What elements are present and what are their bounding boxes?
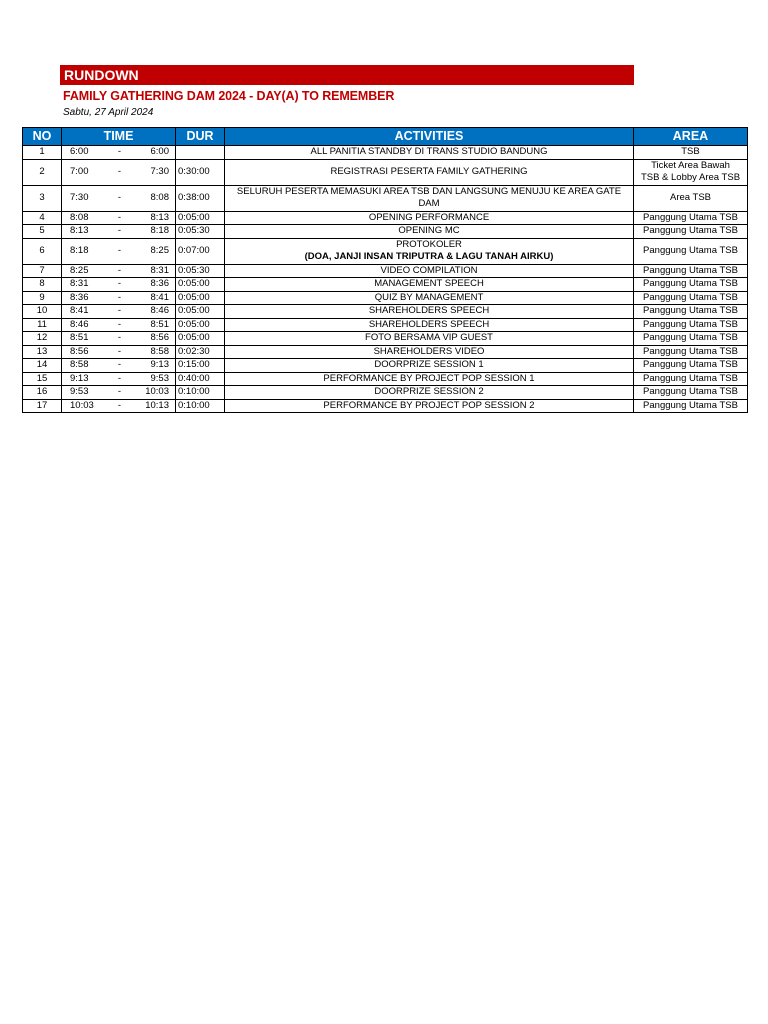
row-area <box>634 238 748 264</box>
row-duration <box>176 146 225 160</box>
row-no: 4 <box>23 211 62 225</box>
row-area-text: Panggung Utama TSB <box>643 244 738 256</box>
row-end-time: 8:46 <box>150 305 169 316</box>
row-activity-text: SELURUH PESERTA MEMASUKI AREA TSB DAN LANGSUNG MENUJU KE AREA GATE DAM <box>236 185 622 209</box>
row-activity-text: MANAGEMENT SPEECH <box>374 278 484 289</box>
row-area-text: Panggung Utama TSB <box>643 225 738 236</box>
row-end-time: 8:41 <box>150 291 169 303</box>
row-activity-text: FOTO BERSAMA VIP GUEST <box>365 332 493 343</box>
row-end-time: 8:08 <box>150 191 169 203</box>
row-start-time: 7:00 <box>70 165 89 177</box>
row-area <box>634 386 748 400</box>
row-activity-text: SHAREHOLDERS SPEECH <box>368 305 490 316</box>
row-no: 1 <box>23 146 62 160</box>
row-time <box>62 386 176 400</box>
row-no: 16 <box>23 386 62 400</box>
row-time <box>62 359 176 373</box>
row-activity-text: PROTOKOLER <box>396 238 462 250</box>
row-time <box>62 264 176 278</box>
row-start-time: 8:31 <box>70 278 89 289</box>
row-activity <box>225 146 634 160</box>
event-date: Sabtu, 27 April 2024 <box>63 107 154 118</box>
row-time-separator: - <box>117 332 122 343</box>
row-duration: 0:07:00 <box>176 238 225 264</box>
row-no: 8 <box>23 278 62 292</box>
row-activity-text: QUIZ BY MANAGEMENT <box>374 291 484 303</box>
row-area <box>634 291 748 305</box>
row-area-text: Panggung Utama TSB <box>643 399 738 411</box>
row-activity <box>225 399 634 413</box>
table-row <box>23 238 748 264</box>
row-activity-text: PERFORMANCE BY PROJECT POP SESSION 1 <box>323 372 535 384</box>
row-time <box>62 318 176 332</box>
row-area-text: Panggung Utama TSB <box>643 278 738 289</box>
row-time-separator: - <box>117 291 122 303</box>
row-time-separator: - <box>117 165 122 177</box>
row-area-text: Panggung Utama TSB <box>643 318 738 330</box>
row-time <box>62 185 176 211</box>
header-no: NO <box>23 128 62 146</box>
row-duration: 0:05:00 <box>176 305 225 319</box>
row-activity <box>225 291 634 305</box>
table-row <box>23 399 748 413</box>
row-activity-detail: (DOA, JANJI INSAN TRIPUTRA & LAGU TANAH AIRKU) <box>304 251 554 262</box>
row-end-time: 8:13 <box>150 211 169 223</box>
row-area-text: TSB <box>681 146 700 157</box>
row-end-time: 10:13 <box>145 399 169 411</box>
row-area-text: Panggung Utama TSB <box>643 345 738 357</box>
row-time <box>62 146 176 160</box>
row-area-detail: TSB & Lobby Area TSB <box>640 172 741 183</box>
row-time-separator: - <box>117 372 122 384</box>
row-area-text: Ticket Area Bawah <box>651 159 730 171</box>
row-area <box>634 318 748 332</box>
row-end-time: 8:51 <box>150 318 169 330</box>
row-time <box>62 332 176 346</box>
header-activities: ACTIVITIES <box>225 128 634 146</box>
row-start-time: 9:13 <box>70 372 89 384</box>
row-duration: 0:15:00 <box>176 359 225 373</box>
row-area <box>634 225 748 239</box>
row-duration: 0:38:00 <box>176 185 225 211</box>
row-area <box>634 159 748 185</box>
table-row <box>23 264 748 278</box>
row-activity <box>225 318 634 332</box>
table-body <box>23 146 748 413</box>
row-no: 5 <box>23 225 62 239</box>
table-row <box>23 305 748 319</box>
row-start-time: 8:25 <box>70 264 89 276</box>
header-time: TIME <box>62 128 176 146</box>
row-start-time: 9:53 <box>70 386 89 397</box>
row-area <box>634 185 748 211</box>
row-duration: 0:10:00 <box>176 399 225 413</box>
row-activity-text: SHAREHOLDERS VIDEO <box>373 345 485 357</box>
table-row <box>23 159 748 185</box>
row-end-time: 9:53 <box>150 372 169 384</box>
row-no: 2 <box>23 159 62 185</box>
row-area <box>634 399 748 413</box>
header-area: AREA <box>634 128 748 146</box>
table-row <box>23 372 748 386</box>
row-duration: 0:05:00 <box>176 291 225 305</box>
row-time <box>62 211 176 225</box>
row-time-separator: - <box>117 225 122 236</box>
row-no: 10 <box>23 305 62 319</box>
row-activity-text: VIDEO COMPILATION <box>380 264 478 276</box>
row-area <box>634 332 748 346</box>
row-time <box>62 238 176 264</box>
header-dur: DUR <box>176 128 225 146</box>
row-end-time: 8:25 <box>150 244 169 256</box>
row-activity-text: SHAREHOLDERS SPEECH <box>368 318 490 330</box>
row-area <box>634 211 748 225</box>
table-row <box>23 185 748 211</box>
row-activity <box>225 278 634 292</box>
row-duration: 0:05:00 <box>176 278 225 292</box>
row-start-time: 8:41 <box>70 305 89 316</box>
row-activity <box>225 211 634 225</box>
row-area-text: Panggung Utama TSB <box>643 305 738 316</box>
row-time <box>62 372 176 386</box>
row-activity <box>225 238 634 264</box>
row-area <box>634 359 748 373</box>
row-time-separator: - <box>117 399 122 411</box>
row-no: 11 <box>23 318 62 332</box>
table-row <box>23 146 748 160</box>
row-time-separator: - <box>117 211 122 223</box>
row-end-time: 10:03 <box>145 386 169 397</box>
row-time-separator: - <box>117 278 122 289</box>
row-duration: 0:10:00 <box>176 386 225 400</box>
rundown-table <box>22 127 748 413</box>
table-row <box>23 386 748 400</box>
row-area <box>634 372 748 386</box>
row-start-time: 8:51 <box>70 332 89 343</box>
row-time-separator: - <box>117 386 122 397</box>
row-no: 15 <box>23 372 62 386</box>
row-activity <box>225 332 634 346</box>
row-end-time: 8:56 <box>150 332 169 343</box>
row-activity <box>225 345 634 359</box>
row-time <box>62 159 176 185</box>
row-duration: 0:30:00 <box>176 159 225 185</box>
row-start-time: 8:46 <box>70 318 89 330</box>
row-start-time: 8:08 <box>70 211 89 223</box>
row-start-time: 8:58 <box>70 359 89 370</box>
row-time <box>62 225 176 239</box>
row-area <box>634 345 748 359</box>
row-start-time: 6:00 <box>70 146 89 157</box>
row-end-time: 7:30 <box>150 165 169 177</box>
row-activity <box>225 305 634 319</box>
row-activity <box>225 225 634 239</box>
rundown-banner: RUNDOWN <box>60 65 634 85</box>
row-area-text: Panggung Utama TSB <box>643 359 738 370</box>
row-start-time: 7:30 <box>70 191 89 203</box>
table-row <box>23 225 748 239</box>
row-area-text: Panggung Utama TSB <box>643 332 738 343</box>
row-area <box>634 278 748 292</box>
row-duration: 0:05:30 <box>176 264 225 278</box>
table-header-row <box>23 128 748 146</box>
row-duration: 0:05:00 <box>176 318 225 332</box>
table-row <box>23 359 748 373</box>
row-time <box>62 291 176 305</box>
row-time <box>62 305 176 319</box>
row-start-time: 8:56 <box>70 345 89 357</box>
row-end-time: 6:00 <box>150 146 169 157</box>
row-duration: 0:05:00 <box>176 211 225 225</box>
row-no: 14 <box>23 359 62 373</box>
row-activity <box>225 372 634 386</box>
row-start-time: 8:36 <box>70 291 89 303</box>
row-no: 9 <box>23 291 62 305</box>
row-duration: 0:05:00 <box>176 332 225 346</box>
table-row <box>23 345 748 359</box>
row-activity-text: OPENING PERFORMANCE <box>368 211 490 223</box>
row-area-text: Panggung Utama TSB <box>643 291 738 303</box>
row-area-text: Panggung Utama TSB <box>643 372 738 384</box>
row-area-text: Panggung Utama TSB <box>643 211 738 223</box>
row-activity <box>225 185 634 211</box>
table-row <box>23 211 748 225</box>
row-time <box>62 399 176 413</box>
row-start-time: 8:13 <box>70 225 89 236</box>
row-start-time: 10:03 <box>70 399 94 411</box>
row-area-text: Panggung Utama TSB <box>643 264 738 276</box>
row-area <box>634 305 748 319</box>
row-activity-text: DOORPRIZE SESSION 2 <box>374 386 484 397</box>
row-end-time: 8:31 <box>150 264 169 276</box>
row-start-time: 8:18 <box>70 244 89 256</box>
row-time-separator: - <box>117 146 122 157</box>
row-time-separator: - <box>117 345 122 357</box>
row-activity <box>225 359 634 373</box>
row-activity-text: DOORPRIZE SESSION 1 <box>374 359 484 370</box>
row-time-separator: - <box>117 318 122 330</box>
row-area <box>634 264 748 278</box>
row-end-time: 9:13 <box>150 359 169 370</box>
event-title: FAMILY GATHERING DAM 2024 - DAY(A) TO REMEMBER <box>63 89 395 103</box>
row-activity <box>225 159 634 185</box>
row-end-time: 8:36 <box>150 278 169 289</box>
row-duration: 0:05:30 <box>176 225 225 239</box>
table-row <box>23 332 748 346</box>
row-duration: 0:02:30 <box>176 345 225 359</box>
row-time-separator: - <box>117 244 122 256</box>
row-no: 7 <box>23 264 62 278</box>
row-time-separator: - <box>117 264 122 276</box>
row-activity <box>225 264 634 278</box>
row-time <box>62 345 176 359</box>
row-activity-text: REGISTRASI PESERTA FAMILY GATHERING <box>330 165 528 177</box>
row-no: 13 <box>23 345 62 359</box>
row-time-separator: - <box>117 359 122 370</box>
row-time-separator: - <box>117 191 122 203</box>
row-no: 12 <box>23 332 62 346</box>
row-activity <box>225 386 634 400</box>
table-row <box>23 291 748 305</box>
row-duration: 0:40:00 <box>176 372 225 386</box>
table-row <box>23 278 748 292</box>
row-activity-text: OPENING MC <box>398 225 460 236</box>
table-row <box>23 318 748 332</box>
row-activity-text: PERFORMANCE BY PROJECT POP SESSION 2 <box>323 399 535 411</box>
row-area <box>634 146 748 160</box>
row-end-time: 8:18 <box>150 225 169 236</box>
row-end-time: 8:58 <box>150 345 169 357</box>
row-time-separator: - <box>117 305 122 316</box>
row-activity-text: ALL PANITIA STANDBY DI TRANS STUDIO BANDUNG <box>310 146 548 157</box>
row-time <box>62 278 176 292</box>
row-area-text: Panggung Utama TSB <box>643 386 738 397</box>
row-no: 6 <box>23 238 62 264</box>
row-no: 3 <box>23 185 62 211</box>
row-no: 17 <box>23 399 62 413</box>
row-area-text: Area TSB <box>669 191 711 203</box>
